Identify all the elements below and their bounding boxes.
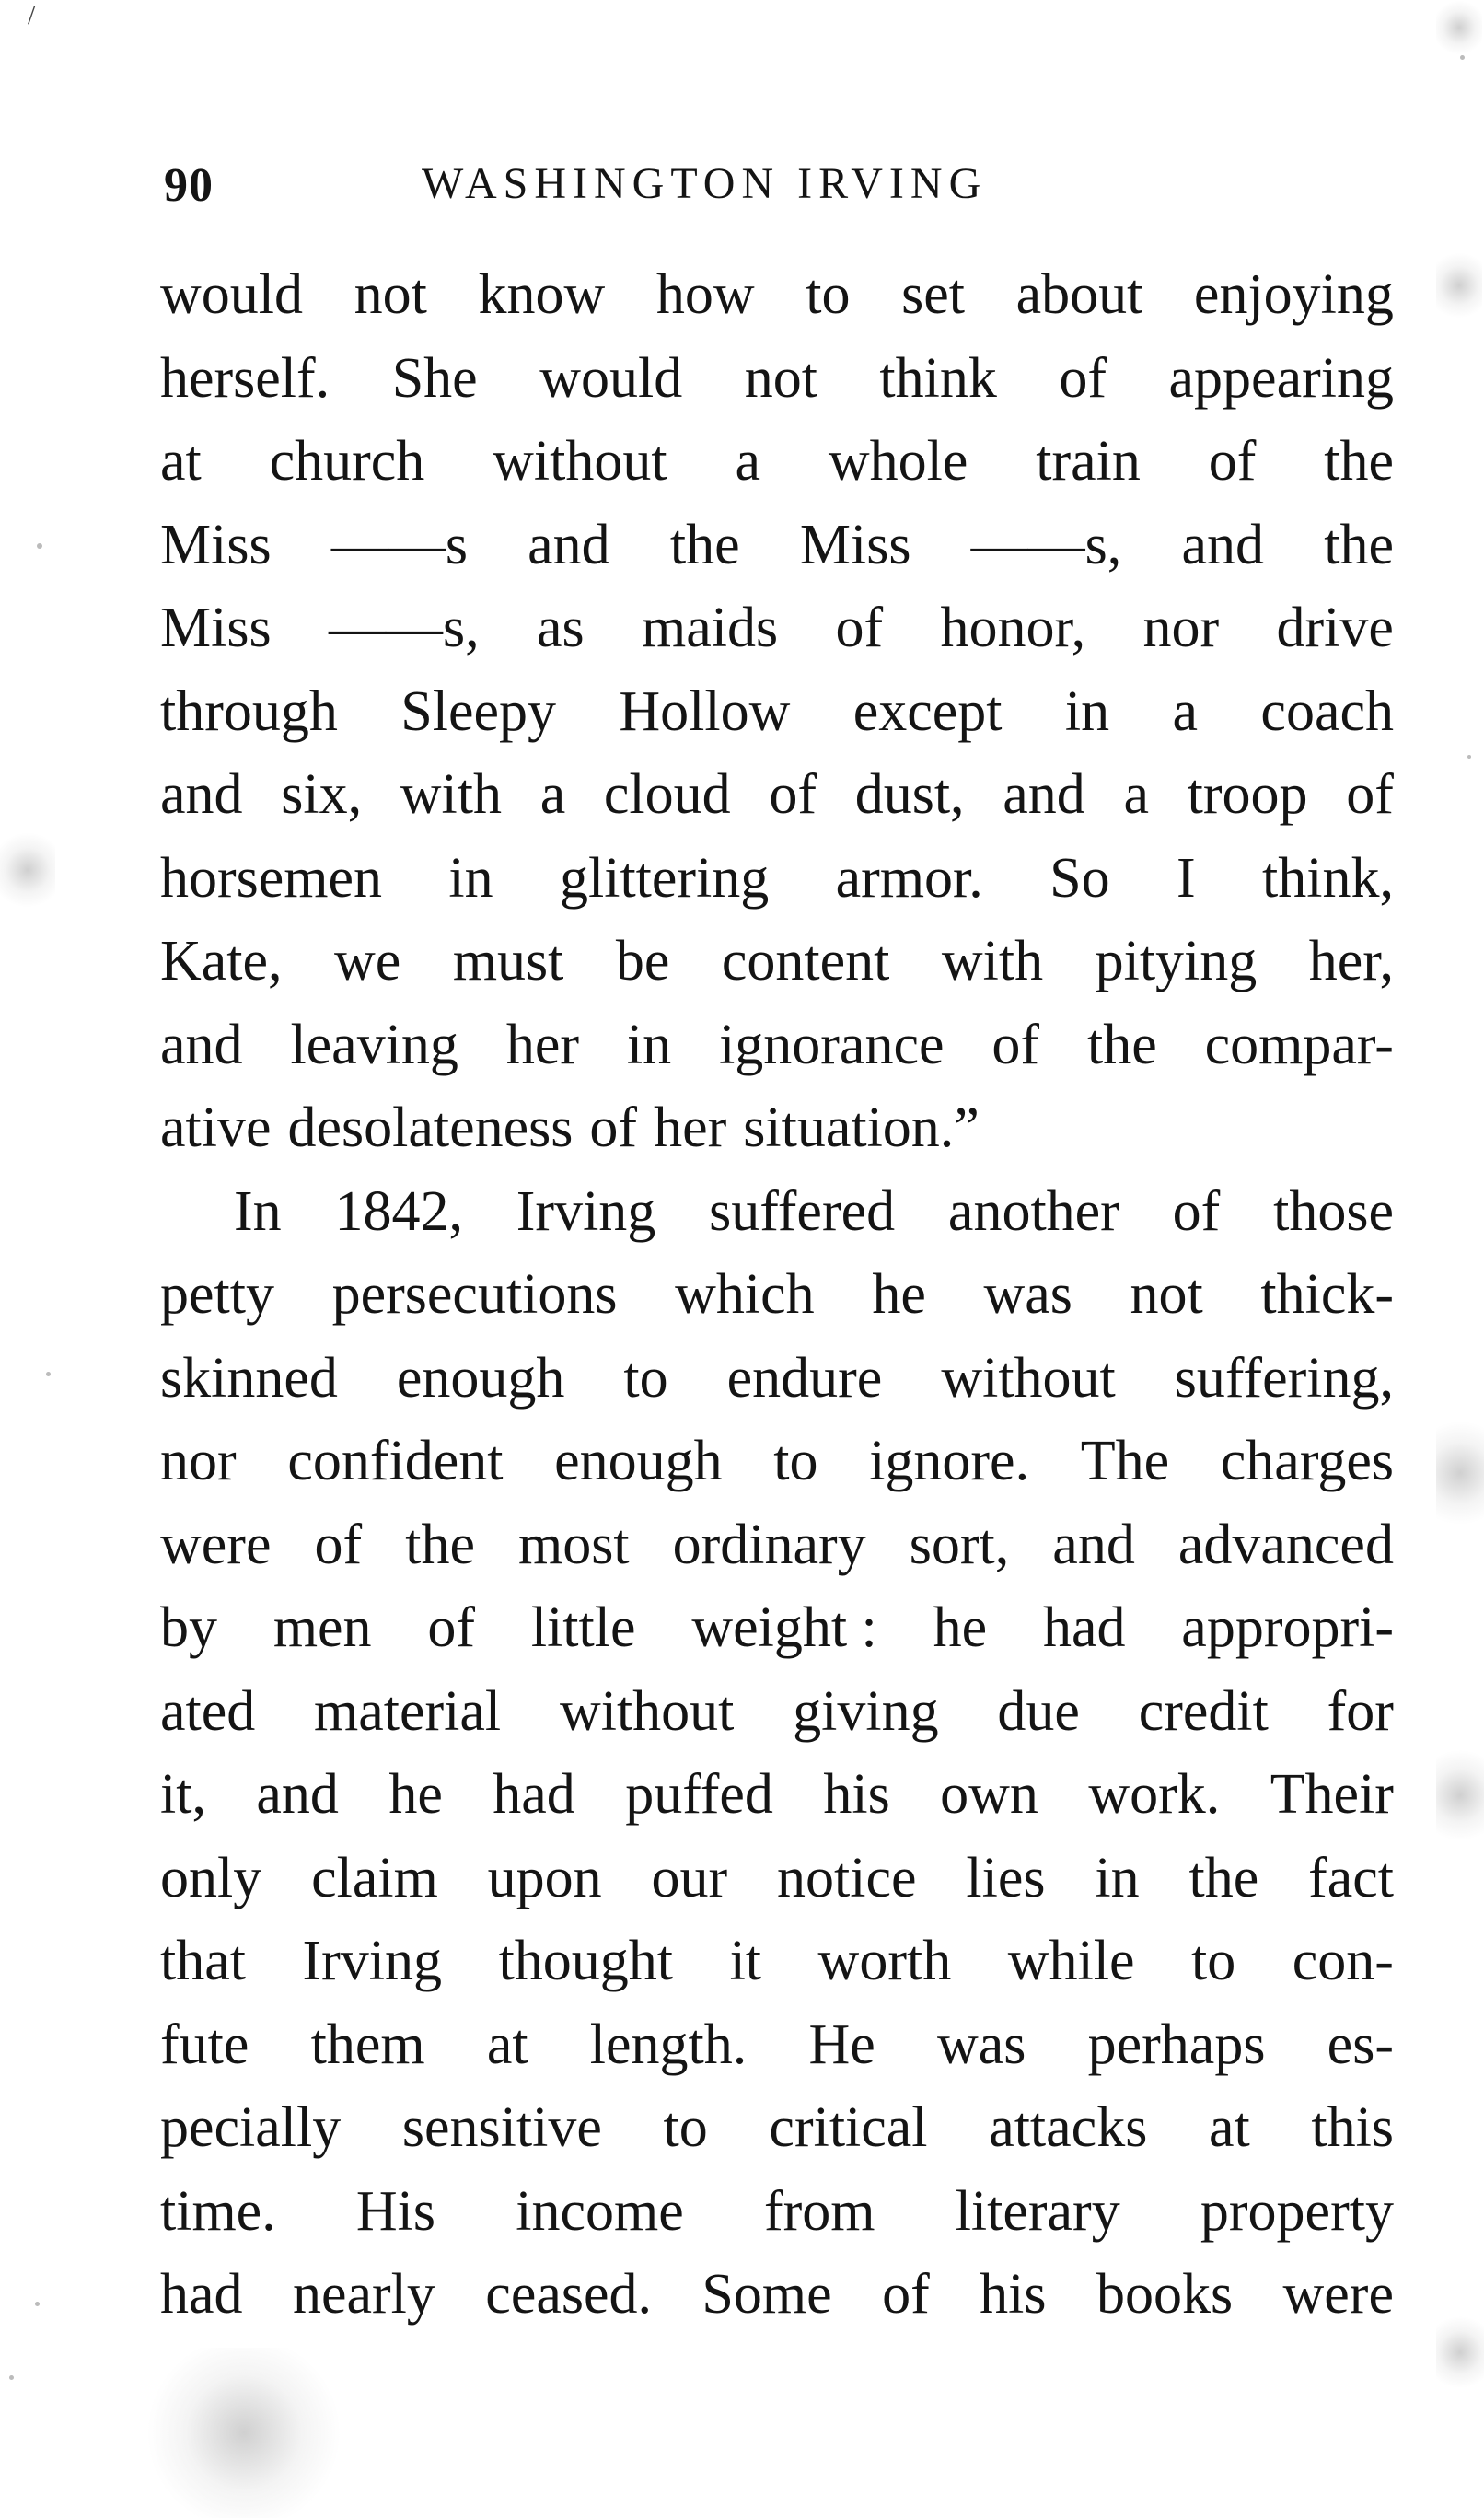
text-line [160, 2170, 1394, 2254]
word: with [941, 930, 1044, 992]
word: petty [160, 1263, 274, 1326]
word: thought [498, 1930, 674, 1992]
word: I [1176, 846, 1196, 910]
word: horsemen [160, 846, 383, 910]
word: endure [726, 1346, 883, 1410]
word: at [160, 430, 202, 493]
word: perhaps [1087, 2013, 1266, 2076]
word: think [879, 346, 997, 410]
word: for [1327, 1679, 1394, 1743]
word: how [655, 263, 755, 326]
scan-mark: / [28, 0, 36, 30]
text-line [160, 1837, 1394, 1920]
word: ignore. [869, 1430, 1030, 1492]
word: those [1273, 1179, 1394, 1243]
word: Some [701, 2263, 832, 2326]
word: desolateness [287, 1097, 574, 1159]
word: ordinary [672, 1513, 866, 1576]
word: only [160, 1846, 262, 1909]
scan-smudge [1436, 1740, 1484, 1851]
word: sort, [909, 1513, 1010, 1576]
word: a [539, 763, 566, 826]
word: the [669, 513, 740, 576]
page-header [164, 158, 1149, 223]
word: ——s, [970, 513, 1122, 576]
word: skinned [160, 1346, 338, 1410]
word: Their [1270, 1763, 1394, 1826]
text-line [160, 1004, 1394, 1087]
word: would [539, 346, 683, 410]
word: by [160, 1596, 217, 1659]
word: length. [589, 2013, 748, 2076]
text-line [160, 253, 1394, 337]
word: lies [966, 1846, 1046, 1909]
text-line [160, 1503, 1394, 1587]
word: drive [1276, 597, 1394, 659]
word: cloud [603, 763, 731, 826]
word: and [1181, 513, 1265, 576]
text-line [160, 1420, 1394, 1503]
word: as [536, 597, 585, 659]
word: enjoying [1193, 263, 1394, 326]
word: material [314, 1679, 502, 1743]
word: be [615, 930, 670, 992]
word: to [1191, 1930, 1236, 1992]
word: he [933, 1596, 988, 1659]
word: except [852, 679, 1003, 743]
word: upon [487, 1846, 602, 1909]
word: and [1052, 1513, 1135, 1576]
scan-smudge [1436, 2311, 1484, 2394]
text-line [160, 670, 1394, 754]
word: with [400, 763, 502, 826]
word: honor, [940, 597, 1086, 659]
word: the [1324, 513, 1394, 576]
word: had [1042, 1596, 1126, 1659]
text-line [160, 1920, 1394, 2003]
word: must [452, 930, 564, 992]
word: work. [1088, 1763, 1221, 1826]
word: through [160, 679, 338, 743]
word: and [256, 1763, 339, 1826]
text-line [160, 1586, 1394, 1670]
word: to [773, 1430, 818, 1492]
word: time. [160, 2179, 276, 2243]
word: train [1036, 430, 1141, 493]
word: it [729, 1930, 762, 1992]
word: nor [160, 1430, 237, 1492]
word: it, [160, 1763, 206, 1826]
word: his [823, 1763, 890, 1826]
word: glittering [560, 846, 770, 910]
word: the [1086, 1013, 1157, 1076]
word: he [388, 1763, 443, 1826]
word: credit [1138, 1679, 1269, 1743]
word: ceased. [485, 2263, 652, 2326]
word: advanced [1177, 1513, 1394, 1576]
word: of [314, 1513, 363, 1576]
text-line [160, 586, 1394, 670]
word: Hollow [619, 679, 791, 743]
word: Miss [160, 597, 272, 659]
word: to [663, 2096, 708, 2159]
word: in [626, 1013, 672, 1076]
word: without [941, 1346, 1116, 1410]
word: church [269, 430, 425, 493]
word: this [1311, 2096, 1394, 2159]
word: the [1324, 430, 1394, 493]
word: her [654, 1097, 727, 1159]
word: her [505, 1013, 580, 1076]
word: sensitive [401, 2096, 602, 2159]
text-line [160, 337, 1394, 421]
scan-smudge [1436, 1409, 1484, 1537]
scan-smudge [1436, 0, 1482, 55]
word: of [1059, 346, 1107, 410]
word: of [835, 597, 884, 659]
scan-speck [1460, 55, 1465, 60]
word: them [310, 2013, 425, 2076]
word: herself. [160, 346, 330, 410]
word: know [478, 263, 606, 326]
word: attacks [989, 2096, 1148, 2159]
word: little [530, 1596, 636, 1659]
word: and [528, 513, 610, 576]
word: enough [554, 1430, 723, 1492]
word: appearing [1168, 346, 1394, 410]
text-line [160, 837, 1394, 921]
text-line [160, 504, 1394, 587]
scan-speck [9, 2375, 14, 2380]
running-title: WASHINGTON IRVING [422, 159, 988, 208]
word: Irving [302, 1930, 443, 1992]
word: confident [287, 1430, 504, 1492]
word: that [160, 1930, 246, 1992]
word: whole [828, 430, 968, 493]
text-line [160, 1337, 1394, 1421]
word: in [1095, 1846, 1140, 1909]
word: not [744, 346, 817, 410]
word: was [937, 2013, 1026, 2076]
word: claim [311, 1846, 438, 1909]
word: we [334, 930, 401, 992]
word: the [1188, 1846, 1259, 1909]
word: without [559, 1679, 735, 1743]
word: suffering, [1174, 1346, 1394, 1410]
word: situation.” [743, 1097, 980, 1159]
word: was [983, 1263, 1072, 1326]
word: income [516, 2179, 684, 2243]
word: ignorance [719, 1013, 945, 1076]
scan-speck [35, 2302, 40, 2306]
word: he [872, 1263, 926, 1326]
word: Miss [799, 513, 911, 576]
word: most [518, 1513, 630, 1576]
word: not [1130, 1263, 1203, 1326]
word: without [493, 430, 667, 493]
word: property [1200, 2179, 1394, 2243]
word: So [1049, 846, 1110, 910]
word: Irving [516, 1179, 656, 1243]
word: His [355, 2179, 436, 2243]
text-line [160, 1670, 1394, 1754]
word: maids [641, 597, 779, 659]
word: and [160, 763, 243, 826]
word: ——s, [328, 597, 480, 659]
word: of [589, 1097, 638, 1159]
word: another [947, 1179, 1119, 1243]
word: of [427, 1596, 476, 1659]
word: He [808, 2013, 875, 2076]
word: and [1003, 763, 1085, 826]
word: to [623, 1346, 668, 1410]
word: six, [281, 763, 363, 826]
word: our [651, 1846, 728, 1909]
word: ative [160, 1097, 272, 1159]
word: ——s [330, 513, 468, 576]
text-line [160, 2253, 1394, 2337]
word: think, [1262, 846, 1394, 910]
word: not [354, 263, 427, 326]
text-line [160, 920, 1394, 1004]
text-line [160, 1253, 1394, 1337]
text-line [160, 753, 1394, 837]
word: from [763, 2179, 875, 2243]
word: es- [1327, 2013, 1394, 2076]
text-line [160, 1086, 1394, 1170]
word: had [493, 1763, 575, 1826]
word: Miss [160, 513, 272, 576]
word: The [1080, 1430, 1170, 1492]
word: content [721, 930, 890, 992]
scan-smudge [147, 2348, 341, 2518]
word: of [1346, 763, 1394, 826]
word: fute [160, 2013, 249, 2076]
word: had [160, 2263, 243, 2326]
word: charges [1220, 1430, 1394, 1492]
text-line [160, 420, 1394, 504]
scan-smudge [0, 829, 55, 911]
word: and [160, 1013, 243, 1076]
word: at [486, 2013, 528, 2076]
word: nor [1142, 597, 1220, 659]
word: own [940, 1763, 1038, 1826]
word: coach [1260, 679, 1394, 743]
word: the [405, 1513, 475, 1576]
scan-smudge [1436, 249, 1482, 322]
word: at [1208, 2096, 1250, 2159]
word: puffed [625, 1763, 773, 1826]
word: men [272, 1596, 372, 1659]
word: a [1123, 763, 1149, 826]
word: which [675, 1263, 815, 1326]
word: persecutions [331, 1263, 618, 1326]
text-line [160, 2003, 1394, 2087]
word: to [806, 263, 851, 326]
page-number: 90 [164, 159, 214, 212]
word: of [991, 1013, 1040, 1076]
text-line [160, 1753, 1394, 1837]
word: about [1015, 263, 1143, 326]
scan-speck [46, 1372, 51, 1376]
word: fact [1308, 1846, 1394, 1909]
word: his [980, 2263, 1047, 2326]
word: notice [777, 1846, 917, 1909]
word: dust, [854, 763, 965, 826]
word: in [448, 846, 493, 910]
word: books [1096, 2263, 1234, 2326]
word: literary [955, 2179, 1120, 2243]
word: due [997, 1679, 1080, 1743]
word: appropri- [1181, 1596, 1394, 1659]
word: of [1208, 430, 1257, 493]
text-line [160, 1170, 1394, 1254]
word: Kate, [160, 930, 283, 992]
word: a [735, 430, 760, 493]
word: ated [160, 1679, 256, 1743]
body-text [160, 253, 1394, 2337]
scan-speck [1467, 755, 1471, 759]
word: Sleepy [400, 679, 556, 743]
word: worth [817, 1930, 952, 1992]
word: giving [793, 1679, 939, 1743]
word: were [1282, 2263, 1394, 2326]
word: con- [1292, 1930, 1394, 1992]
word: a [1172, 679, 1199, 743]
word: pitying [1095, 930, 1258, 992]
word: her, [1308, 930, 1394, 992]
word: while [1007, 1930, 1135, 1992]
word: pecially [160, 2096, 342, 2159]
word: leaving [290, 1013, 458, 1076]
word: enough [396, 1346, 565, 1410]
word: nearly [292, 2263, 435, 2326]
word: armor. [835, 846, 983, 910]
word: of [1172, 1179, 1221, 1243]
word: set [901, 263, 965, 326]
word: troop [1187, 763, 1308, 826]
word: in [1064, 679, 1110, 743]
word: of [769, 763, 817, 826]
word: weight : [691, 1596, 877, 1659]
word: 1842, [334, 1179, 463, 1243]
text-line [160, 2086, 1394, 2170]
word: compar- [1204, 1013, 1394, 1076]
word: She [391, 346, 478, 410]
word: were [160, 1513, 272, 1576]
word: In [234, 1179, 282, 1243]
word: thick- [1260, 1263, 1394, 1326]
word: suffered [709, 1179, 896, 1243]
word: would [160, 263, 303, 326]
word: of [882, 2263, 930, 2326]
scan-speck [37, 543, 42, 549]
word: critical [769, 2096, 928, 2159]
